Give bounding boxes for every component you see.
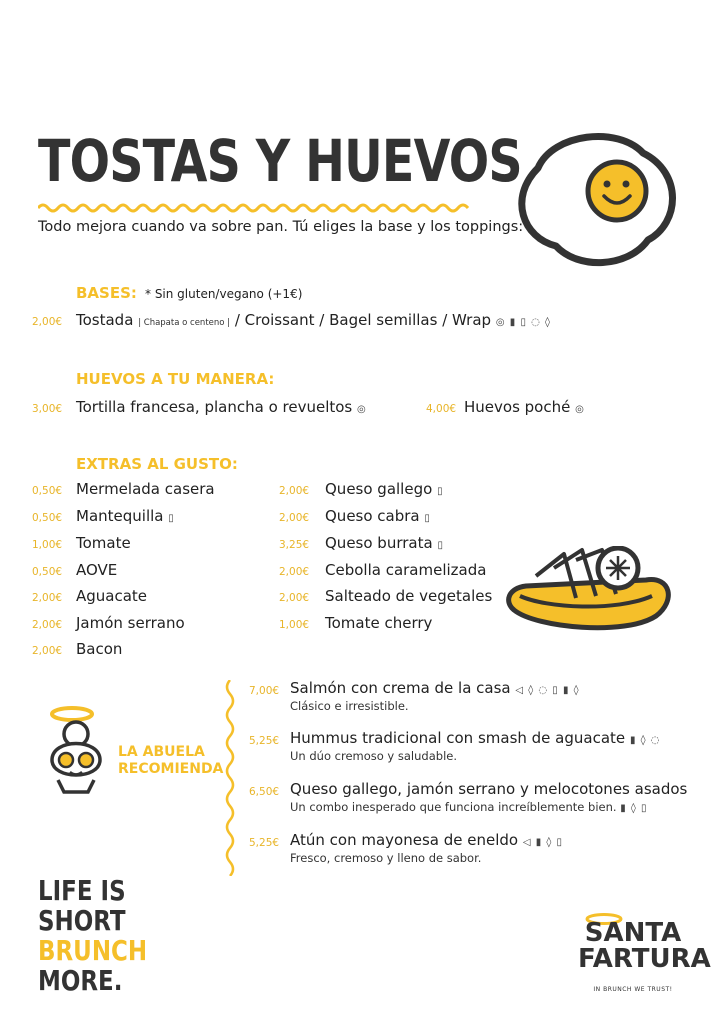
extra-item [325,534,444,552]
bases-price: 2,00€ [32,316,63,328]
brand-line: FARTURA [578,944,711,974]
allergen-icons: ▯ [437,486,444,497]
recomienda-price: 5,25€ [249,735,280,747]
wavy-divider [222,680,238,876]
bases-item [76,311,551,329]
recomienda-item: Queso gallego, jamón serrano y melocotones asados [290,780,688,798]
recomienda-item-name: Atún con mayonesa de eneldo [290,831,519,849]
extra-item-name: Mantequilla [76,507,164,525]
recomienda-item [290,679,580,697]
recomienda-desc: Fresco, cremoso y lleno de sabor. [290,851,482,865]
allergen-icons: ◁ ▮ ◊ ▯ [522,837,564,848]
recomienda-desc: Clásico e irresistible. [290,699,409,713]
slogan [38,876,147,996]
section-heading-extras: EXTRAS AL GUSTO: [76,455,238,473]
recomienda-item-name: Salmón con crema de la casa [290,679,511,697]
allergen-icons: ◎ [575,404,585,415]
extra-item-name: Queso burrata [325,534,433,552]
extra-price: 2,00€ [279,512,310,524]
huevos-item-0 [76,398,367,416]
page-title: TOSTAS Y HUEVOS [38,127,522,195]
section-heading-bases: BASES: [76,284,137,302]
recomienda-desc [290,800,648,814]
page-subtitle: Todo mejora cuando va sobre pan. Tú eliges la base y los toppings: [38,219,524,235]
allergen-icons: ◎ [357,404,367,415]
huevos-item-name: Huevos poché [464,398,571,416]
fried-egg-icon [508,128,683,270]
extra-price: 0,50€ [32,485,63,497]
extra-item-name: Queso gallego [325,480,433,498]
extra-price: 0,50€ [32,512,63,524]
recomienda-item [290,831,563,849]
slogan-line-highlight: BRUNCH [38,934,148,967]
extra-item: Tomate [76,534,131,552]
abuela-label-line: RECOMIENDA [118,761,224,777]
extra-price: 2,00€ [32,592,63,604]
recomienda-item [290,729,660,747]
extra-price: 0,50€ [32,566,63,578]
huevos-item-name: Tortilla francesa, plancha o revueltos [76,398,353,416]
extra-item: Aguacate [76,587,148,605]
extra-item: Salteado de vegetales [325,587,493,605]
extra-item: Jamón serrano [76,614,185,632]
recomienda-price: 6,50€ [249,786,280,798]
recomienda-desc-text: Un combo inesperado que funciona increíblemente bien. [290,800,617,814]
recomienda-price: 5,25€ [249,837,280,849]
allergen-icons: ▯ [437,540,444,551]
huevos-price-0: 3,00€ [32,403,63,415]
recomienda-desc: Un dúo cremoso y saludable. [290,749,457,763]
extra-item: Cebolla caramelizada [325,561,487,579]
extra-item: Bacon [76,640,123,658]
allergen-icons: ▮ ◊ ▯ [620,803,648,814]
extra-item: Tomate cherry [325,614,433,632]
bases-item-rest: / Croissant / Bagel semillas / Wrap [234,311,492,329]
slogan-line: SHORT [38,904,126,937]
extra-price: 2,00€ [279,592,310,604]
bases-item-tostada: Tostada [76,311,134,329]
bases-note: * Sin gluten/vegano (+1€) [145,287,303,301]
extra-price: 2,00€ [279,485,310,497]
allergen-icons: ▯ [424,513,431,524]
extra-price: 3,25€ [279,539,310,551]
extra-price: 2,00€ [32,645,63,657]
abuela-recomienda-label [118,744,223,778]
huevos-item-1 [464,398,585,416]
slogan-line: MORE. [38,964,123,997]
extra-price: 2,00€ [32,619,63,631]
extra-item [325,480,444,498]
recomienda-price: 7,00€ [249,685,280,697]
extra-item-name: Queso cabra [325,507,420,525]
extra-item [76,507,175,525]
extra-price: 1,00€ [32,539,63,551]
abuela-label-line: LA ABUELA [118,744,205,760]
wavy-underline [38,202,474,214]
extra-price: 1,00€ [279,619,310,631]
recomienda-item-name: Hummus tradicional con smash de aguacate [290,729,626,747]
brand-tagline: IN BRUNCH WE TRUST! [593,986,673,993]
bases-item-small: | Chapata o centeno | [138,318,231,328]
allergen-icons: ◁ ◊ ◌ ▯ ▮ ◊ [515,685,580,696]
extra-price: 2,00€ [279,566,310,578]
extra-item [325,507,431,525]
allergen-icons: ◎ ▮ ▯ ◌ ◊ [495,317,551,328]
slogan-line: LIFE IS [38,874,126,907]
brand-line: SANTA [584,918,682,948]
huevos-price-1: 4,00€ [426,403,457,415]
allergen-icons: ▯ [168,513,175,524]
section-heading-huevos: HUEVOS A TU MANERA: [76,370,275,388]
brand-logo [578,918,711,974]
extra-item: Mermelada casera [76,480,215,498]
allergen-icons: ▮ ◊ ◌ [629,735,661,746]
extra-item: AOVE [76,561,118,579]
toast-icon [506,546,676,638]
grandma-icon [34,704,118,796]
